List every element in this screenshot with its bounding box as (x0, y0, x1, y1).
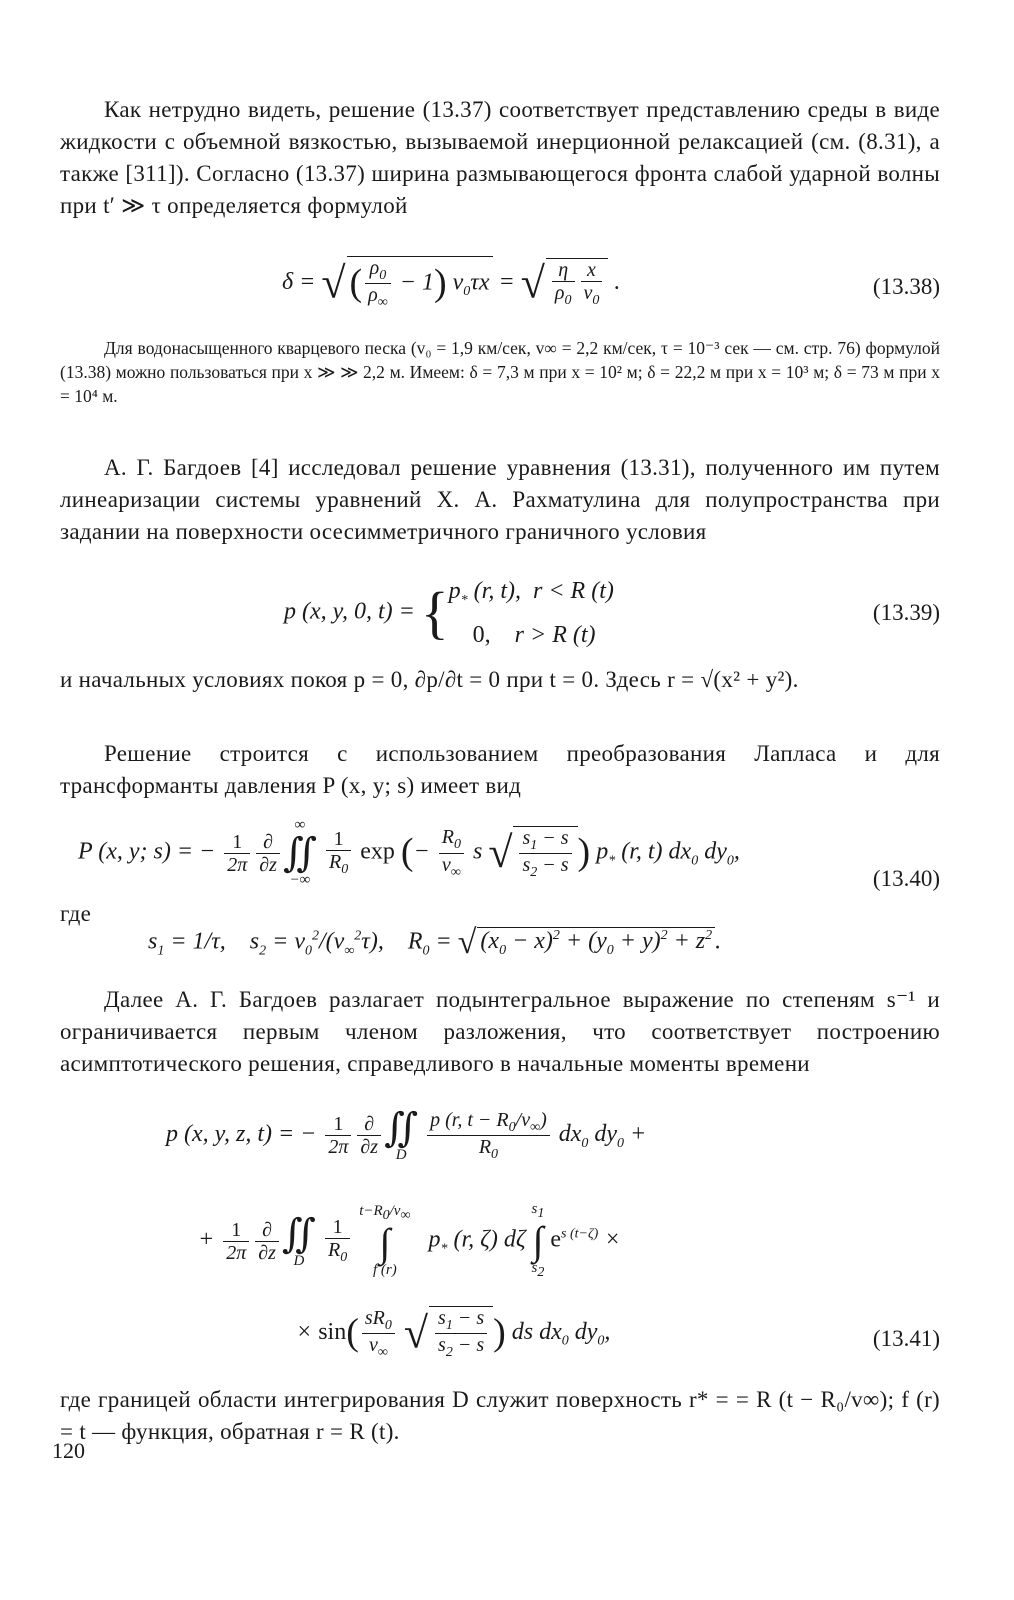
page-number: 120 (52, 1438, 85, 1463)
paragraph-where: где (60, 901, 92, 926)
paragraph-2: А. Г. Багдоев [4] исследовал решение уравнения (13.31), полученного им путем линеаризации системы уравнений Х. А. Рахматулина для полупространства при задании на поверхности осесимметричного граничного условия (60, 455, 940, 544)
equation-number-13-39: (13.39) (872, 600, 940, 625)
equation-13-39: p (x, y, 0, $t) = \{p_*$ (r, t), r < R (t) 0, r > R (t) (284, 578, 614, 648)
footnote-paragraph: Для водонасыщенного кварцевого песка (v₀ = 1,9 км/сек, v∞ = 2,2 км/сек, τ = 10⁻³ сек — см. стр. 76) формулой (13.38) можно пользоваться при x ≫ ≫ 2,2 м. Имеем: δ = 7,3 м при x = 10² м; δ = 22,2 м при x = 10³ м; δ = 73 м при x = 10⁴ м. (60, 338, 940, 406)
equation-number-13-40: (13.40) (872, 866, 940, 891)
paragraph-3: и начальных условиях покоя p = 0, ∂p/∂t = 0 при t = 0. Здесь r = √(x² + y²). (60, 667, 799, 692)
equation-s1-s2-r0: $s_1 = 1/\tau$, $s_2 = v_0^2/(v_\infty^2\tau)$, $R_0$ = √ $(x_0 - x)^2 + (y_0 + y)^2 + z^2$ . (148, 924, 722, 961)
equation-13-41-line-2: + $\frac{1}{2\pi}$ $\frac{\partial}{\partial z}$ ∬ D $\frac{1}{R_0}$ $t-R_0/v_\infty$ ∫ f (r) $p_*$ (r, ζ) dζ $s_1$ ∫ $s_2$ $e^{s (t-\zeta)}$ × (198, 1201, 621, 1280)
paragraph-1: Как нетрудно видеть, решение (13.37) соответствует представлению среды в виде жидкости с объемной вязкостью, вызываемой инерционной релаксацией (см. (8.31), а также [311]). Согласно (13.37) ширина размывающегося фронта слабой ударной волны при t′ ≫ τ определяется формулой (60, 97, 940, 218)
equation-13-40: P (x, y; s) = − $\frac{1}{2\pi}$ $\frac{\partial}{\partial z}$ ∞ ∬ −∞ $\frac{1}{R_0}$ exp (− $\frac{R_0}{v_\infty}$ s √ $\frac{s_1 - s}{s_2 - s}$ ) $p_*$ (r, t) $dx_0$ $dy_0$, (78, 817, 740, 888)
equation-13-41-line-3: × sin( $\frac{sR_0}{v_\infty}$ √ $\frac{s_1 - s}{s_2 - s}$ ) ds $dx_0$ $dy_0$, (296, 1306, 611, 1361)
paragraph-6: Далее А. Г. Багдоев разлагает подынтегральное выражение по степеням s⁻¹ и ограничивается первым членом разложения, что соответствует построению асимптотического решения, справедливого в начальные моменты времени (60, 987, 940, 1076)
equation-13-41-line-1: p (x, y, z, t) = − $\frac{1}{2\pi}$ $\frac{\partial}{\partial z}$ ∬ D $\frac{p (r, t - R_0/v_\infty)}{R_0}$ $dx_0$ $dy_0$ + (166, 1105, 647, 1163)
paragraph-7: где границей области интегрирования D служит поверхность r* = = R (t − R₀/v∞); f (r) = t — функция, обратная r = R (t). (60, 1387, 940, 1444)
paragraph-4: Решение строится с использованием преобразования Лапласа и для трансформанты давления P (x, y; s) имеет вид (60, 741, 940, 798)
equation-13-38: δ = √ ( $\frac{\rho_0}{\rho_\infty}$ − 1) $v_0\tau x$ = √ $\frac{\eta}{\rho_0}$ $\frac{x}{v_0}$ . (282, 257, 621, 311)
equation-number-13-41: (13.41) (872, 1326, 940, 1351)
equation-number-13-38: (13.38) (872, 274, 940, 299)
